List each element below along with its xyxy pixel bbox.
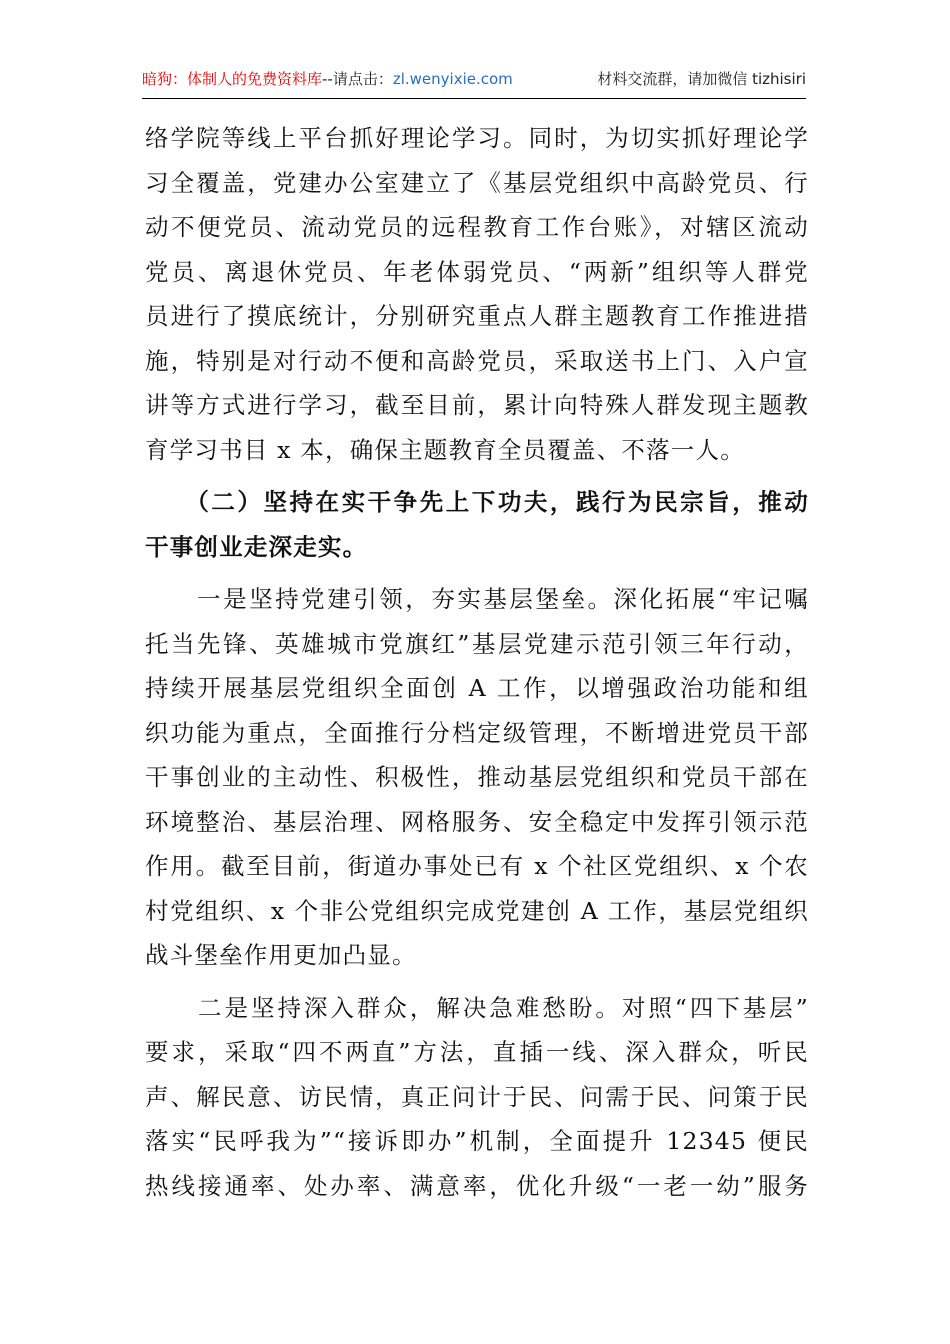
- text-line: 干事创业的主动性、积极性，推动基层党组织和党员干部在: [145, 763, 809, 791]
- text-line: 要求，采取“四不两直”方法，直插一线、深入群众，听民: [145, 1038, 809, 1066]
- section-heading: [145, 480, 809, 569]
- text-line: 持续开展基层党组织全面创 A 工作，以增强政治功能和组: [145, 674, 809, 702]
- paragraph: [145, 986, 809, 1209]
- text-line: 施，特别是对行动不便和高龄党员，采取送书上门、入户宣: [145, 346, 809, 375]
- text-line: 讲等方式进行学习，截至目前，累计向特殊人群发现主题教: [145, 391, 809, 419]
- text-line: 织功能为重点，全面推行分档定级管理，不断增进党员干部: [145, 718, 809, 747]
- text-line: 习全覆盖，党建办公室建立了《基层党组织中高龄党员、行: [145, 168, 809, 197]
- text-line: 村党组织、x 个非公党组织完成党建创 A 工作，基层党组织: [145, 896, 809, 925]
- text-line: 党员、离退休党员、年老体弱党员、“两新”组织等人群党: [145, 257, 809, 286]
- header-link[interactable]: zl.wenyixie.com: [392, 70, 513, 88]
- paragraph: [145, 116, 809, 472]
- text-line: 作用。截至目前，街道办事处已有 x 个社区党组织、x 个农: [145, 852, 809, 880]
- header-link-prefix: --请点击：: [322, 70, 393, 88]
- text-line: 托当先锋、英雄城市党旗红”基层党建示范引领三年行动，: [145, 629, 809, 658]
- text-line: 二是坚持深入群众，解决急难愁盼。对照“四下基层”: [145, 993, 809, 1022]
- page-header: [142, 66, 806, 99]
- text-line: 员进行了摸底统计，分别研究重点人群主题教育工作推进措: [145, 302, 809, 330]
- text-line: 环境整治、基层治理、网格服务、安全稳定中发挥引领示范: [145, 807, 809, 836]
- header-brand: 暗狗：体制人的免费资料库: [142, 70, 323, 88]
- paragraph: [145, 577, 809, 978]
- text-line: 战斗堡垒作用更加凸显。: [145, 941, 417, 969]
- text-line: 动不便党员、流动党员的远程教育工作台账》，对辖区流动: [145, 213, 809, 241]
- text-line: 热线接通率、处办率、满意率，优化升级“一老一幼”服务: [145, 1171, 809, 1200]
- text-line: 育学习书目 x 本，确保主题教育全员覆盖、不落一人。: [145, 435, 745, 464]
- text-line: 声、解民意、访民情，真正问计于民、问需于民、问策于民: [145, 1082, 809, 1111]
- header-note: 材料交流群，请加微信 tizhisiri: [597, 70, 806, 88]
- text-line: （二）坚持在实干争先上下功夫，践行为民宗旨，推动: [145, 488, 809, 516]
- text-line: 干事创业走深走实。: [145, 532, 368, 561]
- text-line: 络学院等线上平台抓好理论学习。同时，为切实抓好理论学: [145, 124, 809, 152]
- document-body: [145, 116, 809, 1208]
- text-line: 落实“民呼我为”“接诉即办”机制，全面提升 12345 便民: [145, 1127, 809, 1155]
- text-line: 一是坚持党建引领，夯实基层堡垒。深化拓展“牢记嘱: [145, 585, 809, 613]
